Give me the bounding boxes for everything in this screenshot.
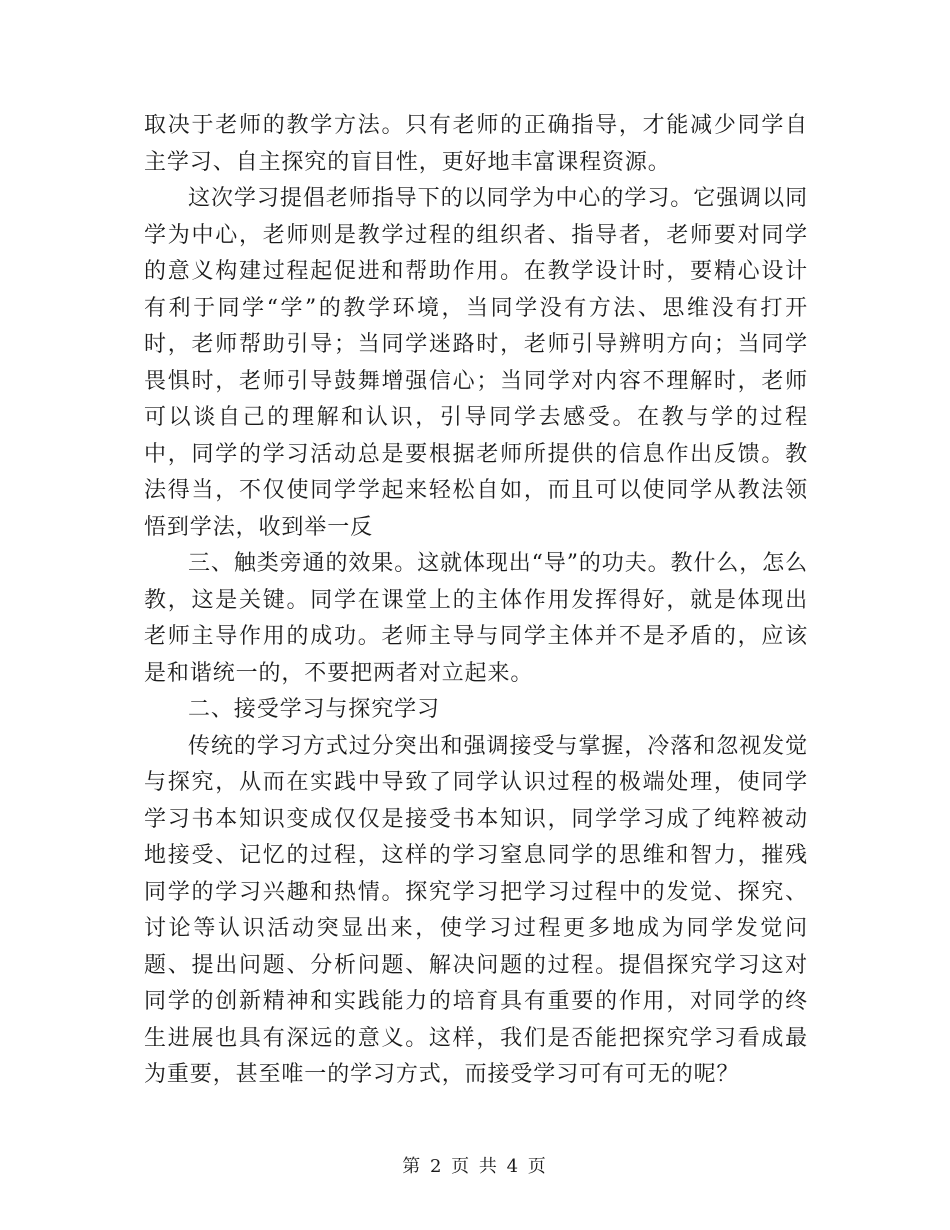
page-number-footer: 第 2 页 共 4 页 [402,1156,548,1177]
paragraph-2: 这次学习提倡老师指导下的以同学为中心的学习。它强调以同学为中心，老师则是教学过程的组织者、指导者，老师要对同学的意义构建过程起促进和帮助作用。在教学设计时，要精心设计有利于同学“学”的教学环境，当同学没有方法、思维没有打开时，老师帮助引导；当同学迷路时，老师引导辨明方向；当同学畏惧时，老师引导鼓舞增强信心；当同学对内容不理解时，老师可以谈自己的理解和认识，引导同学去感受。在教与学的过程中，同学的学习活动总是要根据老师所提供的信息作出反馈。教法得当，不仅使同学学起来轻松自如，而且可以使同学从教法领悟到学法，收到举一反 [144,186,808,540]
paragraph-1: 取决于老师的教学方法。只有老师的正确指导，才能减少同学自主学习、自主探究的盲目性，更好地丰富课程资源。 [144,113,808,175]
document-body [144,108,808,1094]
section-heading: 二、接受学习与探究学习 [188,697,440,722]
paragraph-3: 三、触类旁通的效果。这就体现出“导”的功夫。教什么，怎么教，这是关键。同学在课堂上的主体作用发挥得好，就是体现出老师主导作用的成功。老师主导与同学主体并不是矛盾的，应该是和谐统一的，不要把两者对立起来。 [144,551,808,686]
paragraph-4: 传统的学习方式过分突出和强调接受与掌握，冷落和忽视发觉与探究，从而在实践中导致了同学认识过程的极端处理，使同学学习书本知识变成仅仅是接受书本知识，同学学习成了纯粹被动地接受、记忆的过程，这样的学习窒息同学的思维和智力，摧残同学的学习兴趣和热情。探究学习把学习过程中的发觉、探究、讨论等认识活动突显出来，使学习过程更多地成为同学发觉问题、提出问题、分析问题、解决问题的过程。提倡探究学习这对同学的创新精神和实践能力的培育具有重要的作用，对同学的终生进展也具有深远的意义。这样，我们是否能把探究学习看成最为重要，甚至唯一的学习方式，而接受学习可有可无的呢？ [144,733,808,1087]
